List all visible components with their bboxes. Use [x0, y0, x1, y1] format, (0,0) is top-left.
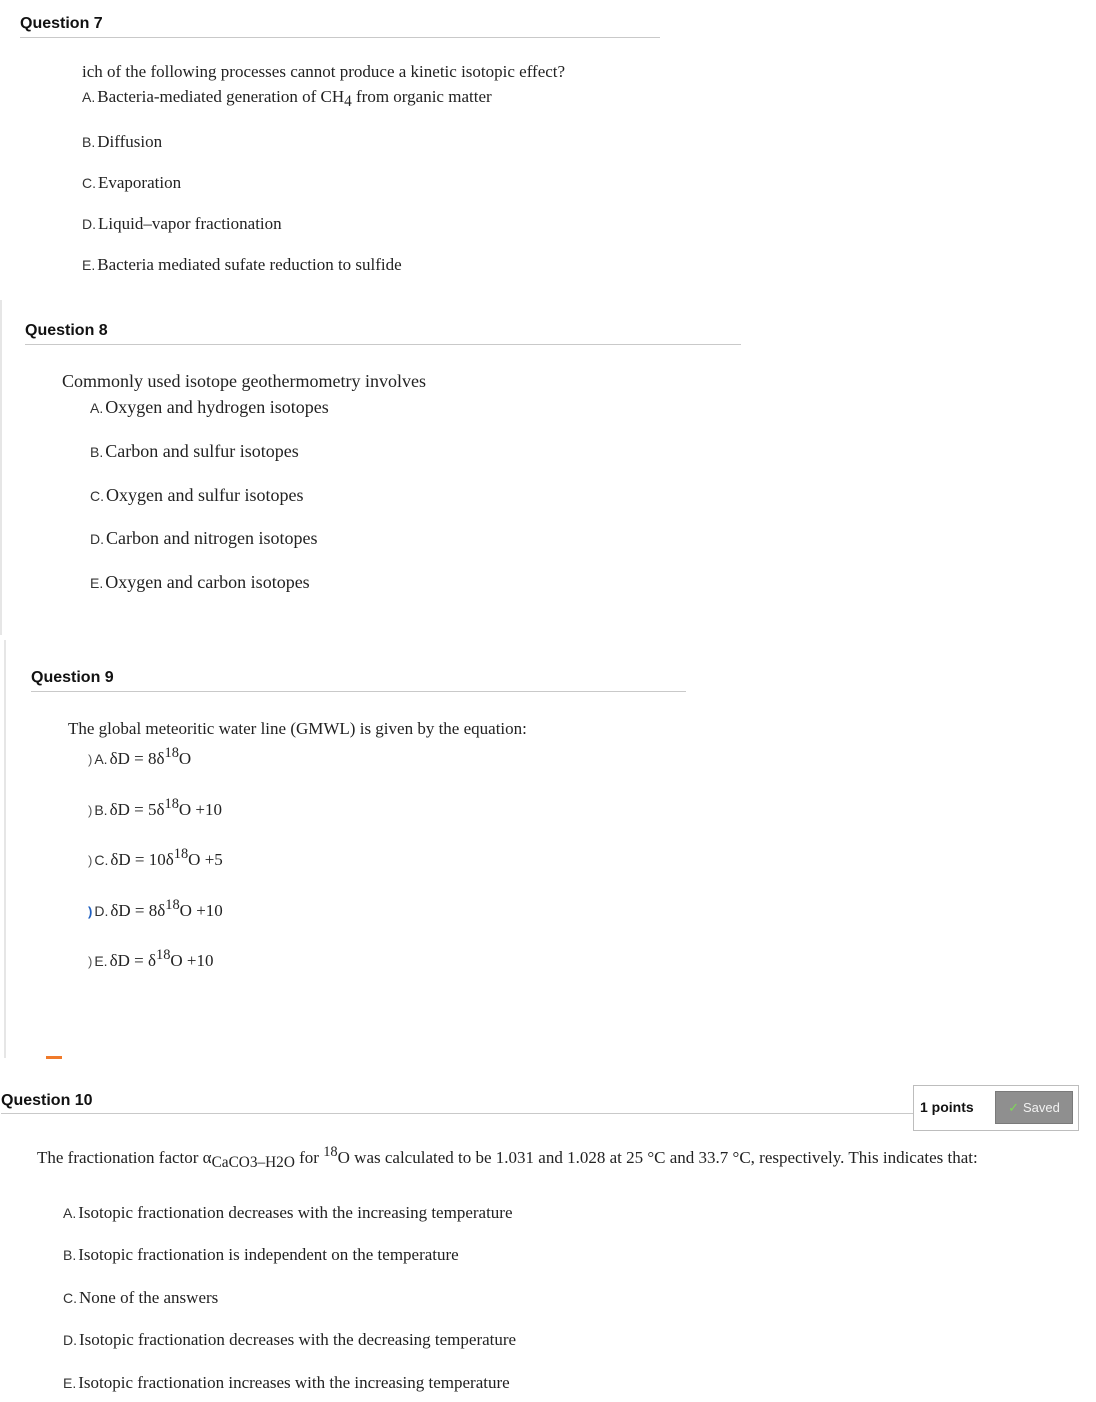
question-10-option-a[interactable] [63, 1203, 513, 1223]
formula-end: O +10 [179, 901, 223, 920]
formula-main: δD = δ [109, 951, 156, 970]
question-9-option-d[interactable] [88, 897, 223, 921]
formula-main: δD = 10δ [110, 850, 174, 869]
question-9-option-e[interactable] [88, 947, 214, 971]
stem-part-3: O was calculated to be 1.031 and 1.028 at 25 °C and 33.7 °C, respectively. This indicates that: [337, 1148, 978, 1167]
formula-superscript: 18 [165, 897, 180, 913]
question-9-title: Question 9 [31, 669, 114, 686]
question-10-option-e[interactable] [63, 1373, 510, 1393]
question-9-divider [31, 691, 686, 692]
points-label: 1 points [920, 1099, 974, 1115]
formula-end: O [178, 749, 192, 768]
radio-button[interactable]: ) [88, 853, 93, 868]
option-text: Isotopic fractionation is independent on the temperature [78, 1245, 459, 1264]
formula-end: O +10 [170, 951, 214, 970]
isotope-superscript: 18 [323, 1144, 338, 1160]
radio-button[interactable]: ) [88, 803, 93, 818]
saved-status-badge [995, 1091, 1073, 1124]
question-8-option-c[interactable] [90, 485, 303, 506]
option-text: Bacteria-mediated generation of CH [97, 87, 345, 106]
question-10-option-b[interactable] [63, 1245, 459, 1265]
option-letter: C. [90, 488, 104, 504]
question-7-option-e[interactable] [82, 255, 402, 275]
saved-label: Saved [1023, 1100, 1060, 1115]
question-8-title: Question 8 [25, 322, 108, 339]
option-text: Carbon and nitrogen isotopes [106, 528, 318, 548]
formula-main: δD = 8δ [110, 901, 166, 920]
question-9-stem: The global meteoritic water line (GMWL) is given by the equation: [68, 719, 527, 738]
points-status-box [913, 1085, 1079, 1131]
question-10-option-d[interactable] [63, 1330, 516, 1350]
option-letter: E. [90, 575, 104, 591]
formula-superscript: 18 [155, 947, 171, 963]
option-letter: E. [94, 953, 108, 969]
option-letter: C. [63, 1290, 77, 1306]
stem-part-1: The fractionation factor α [37, 1148, 212, 1167]
question-10-option-c[interactable] [63, 1288, 218, 1308]
option-text: Oxygen and hydrogen isotopes [105, 397, 329, 417]
question-8-option-d[interactable] [90, 528, 317, 549]
radio-button[interactable]: ) [88, 752, 93, 767]
question-7-option-d[interactable] [82, 214, 282, 234]
option-text: Evaporation [98, 173, 182, 192]
option-letter: E. [63, 1375, 77, 1391]
radio-button[interactable]: ) [88, 954, 93, 969]
option-letter: D. [90, 531, 104, 547]
question-8-option-a[interactable] [90, 397, 329, 418]
question-9-option-a[interactable] [88, 745, 192, 769]
option-text: Isotopic fractionation decreases with the increasing temperature [78, 1203, 513, 1222]
question-9-option-c[interactable] [88, 846, 223, 870]
option-text: Isotopic fractionation increases with the increasing temperature [78, 1373, 510, 1392]
question-7-title: Question 7 [20, 15, 103, 32]
option-letter: A. [90, 400, 104, 416]
question-8-divider [25, 344, 741, 345]
option-text: Diffusion [97, 132, 163, 151]
alpha-subscript: CaCO3–H2O [211, 1154, 295, 1171]
formula-superscript: 18 [164, 745, 179, 761]
question-8-stem: Commonly used isotope geothermometry involves [62, 371, 426, 391]
option-letter: C. [94, 852, 109, 868]
formula-main: δD = 8δ [109, 749, 165, 768]
question-10-divider [1, 1113, 913, 1114]
formula-superscript: 18 [164, 796, 179, 812]
option-text-end: from organic matter [351, 87, 492, 106]
question-8-option-e[interactable] [90, 572, 310, 593]
question-8-option-b[interactable] [90, 441, 299, 462]
formula-main: δD = 5δ [109, 800, 165, 819]
question-10-title: Question 10 [1, 1092, 93, 1109]
formula-end: O +5 [188, 850, 223, 869]
option-text: Bacteria mediated sufate reduction to sulfide [97, 255, 402, 274]
option-letter: A. [94, 751, 108, 767]
question-7-option-a[interactable] [82, 87, 492, 110]
question-7-option-b[interactable] [82, 132, 162, 152]
option-subscript: 4 [344, 93, 352, 110]
radio-button-selected[interactable]: ) [88, 904, 93, 919]
question-7-divider [20, 37, 660, 38]
option-text: Liquid–vapor fractionation [98, 214, 282, 233]
option-letter: D. [82, 216, 96, 232]
nav-indicator [46, 1056, 62, 1059]
option-letter: A. [82, 89, 96, 105]
option-text: Isotopic fractionation decreases with the decreasing temperature [79, 1330, 517, 1349]
option-letter: D. [94, 903, 109, 919]
check-icon: ✓ [1008, 1099, 1020, 1115]
option-text: Oxygen and carbon isotopes [105, 572, 310, 592]
option-letter: B. [90, 444, 104, 460]
option-letter: B. [63, 1247, 77, 1263]
question-7-stem: ich of the following processes cannot produce a kinetic isotopic effect? [82, 62, 566, 81]
option-text: Oxygen and sulfur isotopes [106, 485, 304, 505]
question-8-left-border [0, 300, 2, 635]
formula-superscript: 18 [173, 846, 189, 862]
option-text: Carbon and sulfur isotopes [105, 441, 299, 461]
formula-end: O +10 [178, 800, 223, 819]
option-letter: A. [63, 1205, 77, 1221]
stem-part-2: for [294, 1148, 324, 1167]
option-letter: C. [82, 175, 96, 191]
question-7-option-c[interactable] [82, 173, 181, 193]
option-letter: D. [63, 1332, 77, 1348]
option-letter: E. [82, 257, 96, 273]
question-9-option-b[interactable] [88, 796, 223, 820]
option-letter: B. [94, 802, 108, 818]
option-text: None of the answers [79, 1288, 219, 1307]
question-10-stem [37, 1143, 1057, 1174]
question-9-left-border [4, 640, 6, 1058]
option-letter: B. [82, 134, 96, 150]
